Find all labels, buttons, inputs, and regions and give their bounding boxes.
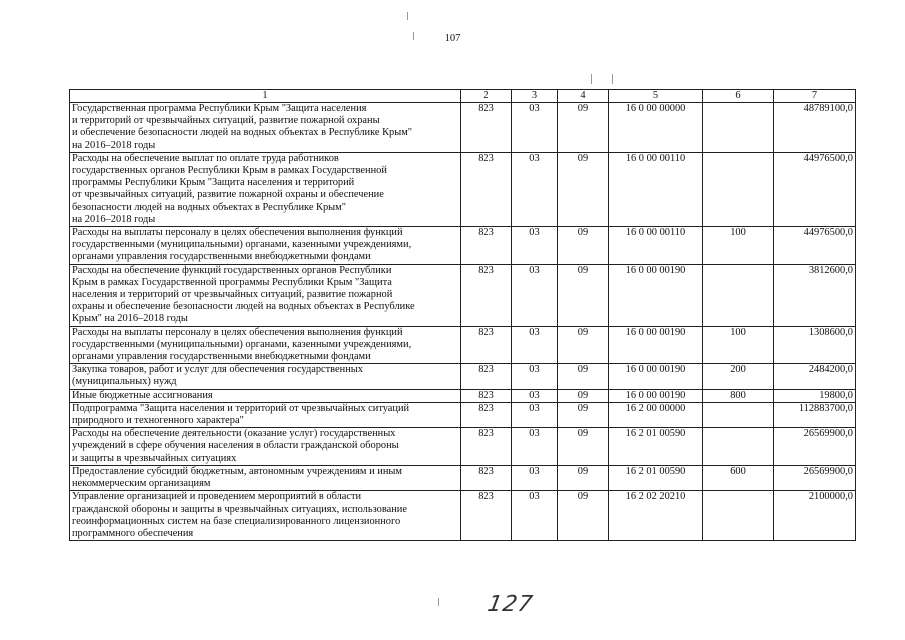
column-header-7: 7 bbox=[774, 90, 856, 103]
row-name-cell: Закупка товаров, работ и услуг для обеспечения государственных (муниципальных) нужд bbox=[70, 364, 461, 389]
code-cell-2: 823 bbox=[461, 103, 512, 153]
amount-cell: 48789100,0 bbox=[774, 103, 856, 153]
table-row bbox=[70, 103, 856, 153]
code-cell-3: 03 bbox=[512, 364, 558, 389]
code-cell-2: 823 bbox=[461, 389, 512, 402]
page-number: 107 bbox=[444, 33, 461, 44]
table-row bbox=[70, 428, 856, 466]
amount-cell: 44976500,0 bbox=[774, 152, 856, 226]
table-row bbox=[70, 227, 856, 265]
code-cell-3: 03 bbox=[512, 103, 558, 153]
code-cell-6 bbox=[703, 428, 774, 466]
amount-cell: 1308600,0 bbox=[774, 326, 856, 364]
scan-mark bbox=[438, 598, 439, 606]
code-cell-4: 09 bbox=[558, 103, 609, 153]
code-cell-4: 09 bbox=[558, 491, 609, 541]
amount-cell: 2100000,0 bbox=[774, 491, 856, 541]
code-cell-5: 16 2 02 20210 bbox=[609, 491, 703, 541]
code-cell-6: 100 bbox=[703, 227, 774, 265]
code-cell-4: 09 bbox=[558, 465, 609, 490]
row-name-cell: Предоставление субсидий бюджетным, автономным учреждениям и иным некоммерческим организациям bbox=[70, 465, 461, 490]
scan-mark bbox=[591, 74, 592, 84]
column-header-3: 3 bbox=[512, 90, 558, 103]
code-cell-2: 823 bbox=[461, 264, 512, 326]
code-cell-4: 09 bbox=[558, 264, 609, 326]
code-cell-5: 16 2 01 00590 bbox=[609, 465, 703, 490]
amount-cell: 19800,0 bbox=[774, 389, 856, 402]
code-cell-3: 03 bbox=[512, 428, 558, 466]
amount-cell: 3812600,0 bbox=[774, 264, 856, 326]
scan-mark bbox=[612, 74, 613, 84]
row-name-cell: Подпрограмма "Защита населения и территорий от чрезвычайных ситуаций природного и техногенного характера" bbox=[70, 402, 461, 427]
code-cell-4: 09 bbox=[558, 389, 609, 402]
amount-cell: 112883700,0 bbox=[774, 402, 856, 427]
code-cell-6 bbox=[703, 152, 774, 226]
code-cell-6 bbox=[703, 103, 774, 153]
code-cell-6 bbox=[703, 402, 774, 427]
code-cell-2: 823 bbox=[461, 227, 512, 265]
budget-table bbox=[69, 89, 856, 541]
table-row bbox=[70, 491, 856, 541]
code-cell-2: 823 bbox=[461, 465, 512, 490]
row-name-cell: Управление организацией и проведением мероприятий в области гражданской обороны и защиты в чрезвычайных ситуациях, использование геоинформационных систем на базе специализированного лицензионного программного обеспечения bbox=[70, 491, 461, 541]
scan-mark bbox=[407, 12, 408, 20]
code-cell-6: 800 bbox=[703, 389, 774, 402]
code-cell-5: 16 0 00 00110 bbox=[609, 152, 703, 226]
code-cell-2: 823 bbox=[461, 152, 512, 226]
code-cell-6: 600 bbox=[703, 465, 774, 490]
column-header-6: 6 bbox=[703, 90, 774, 103]
code-cell-5: 16 0 00 00190 bbox=[609, 326, 703, 364]
row-name-cell: Расходы на обеспечение функций государственных органов Республики Крым в рамках Государственной программы Республики Крым "Защита населения и территорий от чрезвычайных ситуаций, развитие пожарной охраны и обеспечение безопасности людей на водных объектах в Республике Крым" на 2016–2018 годы bbox=[70, 264, 461, 326]
code-cell-6: 100 bbox=[703, 326, 774, 364]
table-row bbox=[70, 402, 856, 427]
table-row bbox=[70, 264, 856, 326]
code-cell-5: 16 2 00 00000 bbox=[609, 402, 703, 427]
code-cell-5: 16 0 00 00190 bbox=[609, 389, 703, 402]
code-cell-2: 823 bbox=[461, 364, 512, 389]
code-cell-5: 16 0 00 00110 bbox=[609, 227, 703, 265]
row-name-cell: Государственная программа Республики Крым "Защита населения и территорий от чрезвычайных ситуаций, развитие пожарной охраны и обеспечение безопасности людей на водных объектах в Республике Крым" на 2016–2018 годы bbox=[70, 103, 461, 153]
column-header-1: 1 bbox=[70, 90, 461, 103]
code-cell-5: 16 0 00 00190 bbox=[609, 364, 703, 389]
amount-cell: 26569900,0 bbox=[774, 465, 856, 490]
code-cell-6 bbox=[703, 491, 774, 541]
table-row bbox=[70, 465, 856, 490]
code-cell-6: 200 bbox=[703, 364, 774, 389]
code-cell-2: 823 bbox=[461, 491, 512, 541]
header-row bbox=[70, 90, 856, 103]
code-cell-4: 09 bbox=[558, 227, 609, 265]
code-cell-3: 03 bbox=[512, 326, 558, 364]
code-cell-5: 16 0 00 00190 bbox=[609, 264, 703, 326]
code-cell-3: 03 bbox=[512, 402, 558, 427]
table-header bbox=[70, 90, 856, 103]
code-cell-4: 09 bbox=[558, 326, 609, 364]
code-cell-4: 09 bbox=[558, 402, 609, 427]
row-name-cell: Расходы на выплаты персоналу в целях обеспечения выполнения функций государственными (муниципальными) органами, казенными учреждениями, органами управления государственными внебюджетными фондами bbox=[70, 326, 461, 364]
column-header-2: 2 bbox=[461, 90, 512, 103]
code-cell-3: 03 bbox=[512, 227, 558, 265]
amount-cell: 2484200,0 bbox=[774, 364, 856, 389]
amount-cell: 26569900,0 bbox=[774, 428, 856, 466]
row-name-cell: Расходы на обеспечение выплат по оплате труда работников государственных органов Республики Крым в рамках Государственной программы Республики Крым "Защита населения и территорий от чрезвычайных ситуаций, развитие пожарной охраны и обеспечение безопасности людей на водных объектах в Республике Крым" на 2016–2018 годы bbox=[70, 152, 461, 226]
table-row bbox=[70, 364, 856, 389]
table-body bbox=[70, 103, 856, 541]
code-cell-6 bbox=[703, 264, 774, 326]
amount-cell: 44976500,0 bbox=[774, 227, 856, 265]
code-cell-2: 823 bbox=[461, 402, 512, 427]
code-cell-4: 09 bbox=[558, 364, 609, 389]
column-header-4: 4 bbox=[558, 90, 609, 103]
code-cell-3: 03 bbox=[512, 491, 558, 541]
code-cell-4: 09 bbox=[558, 152, 609, 226]
code-cell-5: 16 2 01 00590 bbox=[609, 428, 703, 466]
code-cell-4: 09 bbox=[558, 428, 609, 466]
code-cell-2: 823 bbox=[461, 428, 512, 466]
column-header-5: 5 bbox=[609, 90, 703, 103]
row-name-cell: Иные бюджетные ассигнования bbox=[70, 389, 461, 402]
row-name-cell: Расходы на обеспечение деятельности (оказание услуг) государственных учреждений в сфере обучения населения в области гражданской обороны и защиты в чрезвычайных ситуациях bbox=[70, 428, 461, 466]
table-row bbox=[70, 326, 856, 364]
scan-mark bbox=[413, 32, 414, 40]
code-cell-3: 03 bbox=[512, 389, 558, 402]
code-cell-3: 03 bbox=[512, 264, 558, 326]
code-cell-3: 03 bbox=[512, 465, 558, 490]
code-cell-3: 03 bbox=[512, 152, 558, 226]
table-row bbox=[70, 152, 856, 226]
handwritten-page-number: 127 bbox=[485, 592, 536, 617]
table-row bbox=[70, 389, 856, 402]
row-name-cell: Расходы на выплаты персоналу в целях обеспечения выполнения функций государственными (муниципальными) органами, казенными учреждениями, органами управления государственными внебюджетными фондами bbox=[70, 227, 461, 265]
code-cell-5: 16 0 00 00000 bbox=[609, 103, 703, 153]
code-cell-2: 823 bbox=[461, 326, 512, 364]
